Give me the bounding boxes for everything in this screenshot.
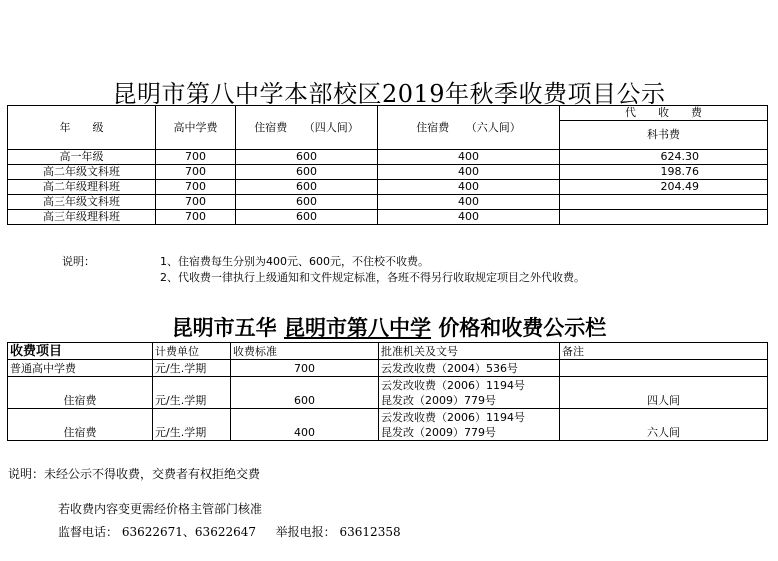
- cell-dorm6: 400: [378, 165, 560, 180]
- report-label: 举报电报：: [275, 525, 336, 539]
- table-row: [8, 409, 768, 441]
- cell-unit: 元/生.学期: [153, 377, 231, 409]
- cell-dorm4: 600: [236, 195, 378, 210]
- cell-item: 住宿费: [8, 409, 153, 441]
- cell-tuition: 700: [156, 150, 236, 165]
- footer-contacts: [58, 523, 401, 540]
- fee-table: [7, 105, 768, 225]
- cell-dorm6: 400: [378, 180, 560, 195]
- header-books: 科书费: [560, 121, 768, 150]
- note-line-2: 2、代收费一律执行上级通知和文件规定标准，各班不得另行收取规定项目之外代收费。: [160, 271, 585, 284]
- cell-grade: 高二年级理科班: [8, 180, 156, 195]
- table-row: [8, 150, 768, 165]
- cell-remark: [560, 360, 768, 377]
- approval-line-2: 昆发改（2009）779号: [381, 393, 496, 407]
- header-tuition: 高中学费: [156, 106, 236, 150]
- cell-books: 204.49: [560, 180, 768, 195]
- cell-tuition: 700: [156, 165, 236, 180]
- cell-item: 住宿费: [8, 377, 153, 409]
- cell-books: [560, 210, 768, 225]
- cell-approval: 云发改收费（2004）536号: [379, 360, 560, 377]
- title-part-2: 昆明市第八中学: [284, 315, 431, 340]
- table-row: [8, 210, 768, 225]
- cell-dorm6: 400: [378, 210, 560, 225]
- cell-remark: 四人间: [560, 377, 768, 409]
- cell-approval: [379, 409, 560, 441]
- cell-grade: 高三年级文科班: [8, 195, 156, 210]
- cell-tuition: 700: [156, 210, 236, 225]
- header-dorm6: 住宿费 （六人间）: [378, 106, 560, 150]
- report-phone: 63612358: [339, 525, 401, 539]
- approval-line-1: 云发改收费（2006）1194号: [381, 378, 525, 392]
- section-title: [0, 312, 778, 342]
- cell-books: [560, 195, 768, 210]
- cell-dorm4: 600: [236, 150, 378, 165]
- header-unit: 计费单位: [153, 343, 231, 360]
- cell-item: 普通高中学费: [8, 360, 153, 377]
- cell-standard: 400: [231, 409, 379, 441]
- cell-approval: [379, 377, 560, 409]
- cell-tuition: 700: [156, 195, 236, 210]
- note-line-1: 1、住宿费每生分别为400元、600元，不住校不收费。: [160, 255, 429, 268]
- table-row: [8, 377, 768, 409]
- cell-dorm4: 600: [236, 165, 378, 180]
- table-row: [8, 360, 768, 377]
- footer-change-note: 若收费内容变更需经价格主管部门核准: [58, 502, 263, 516]
- header-dorm4: 住宿费 （四人间）: [236, 106, 378, 150]
- cell-grade: 高一年级: [8, 150, 156, 165]
- table-row: [8, 180, 768, 195]
- cell-remark: 六人间: [560, 409, 768, 441]
- header-item: 收费项目: [8, 343, 153, 360]
- cell-books: 198.76: [560, 165, 768, 180]
- header-standard: 收费标准: [231, 343, 379, 360]
- approval-line-1: 云发改收费（2006）1194号: [381, 410, 525, 424]
- cell-unit: 元/生.学期: [153, 409, 231, 441]
- table-row: [8, 165, 768, 180]
- header-remark: 备注: [560, 343, 768, 360]
- title-part-3: 价格和收费公示栏: [438, 315, 607, 340]
- cell-grade: 高二年级文科班: [8, 165, 156, 180]
- cell-dorm6: 400: [378, 195, 560, 210]
- cell-books: 624.30: [560, 150, 768, 165]
- page-title: 昆明市第八中学本部校区2019年秋季收费项目公示: [112, 80, 666, 108]
- table-row: [8, 195, 768, 210]
- notes-label: 说明：: [62, 255, 95, 268]
- cell-unit: 元/生.学期: [153, 360, 231, 377]
- title-part-1: 昆明市五华: [171, 315, 277, 340]
- cell-dorm4: 600: [236, 210, 378, 225]
- header-grade: 年 级: [8, 106, 156, 150]
- header-approval: 批准机关及文号: [379, 343, 560, 360]
- cell-dorm6: 400: [378, 150, 560, 165]
- supervision-label: 监督电话：: [58, 525, 119, 539]
- approval-line-2: 昆发改（2009）779号: [381, 425, 496, 439]
- footer-note: 说明：未经公示不得收费，交费者有权拒绝交费: [8, 467, 261, 481]
- cell-grade: 高三年级理科班: [8, 210, 156, 225]
- cell-tuition: 700: [156, 180, 236, 195]
- cell-standard: 700: [231, 360, 379, 377]
- header-daishou: 代 收 费: [560, 106, 768, 121]
- cell-standard: 600: [231, 377, 379, 409]
- price-table: [7, 342, 768, 441]
- supervision-phones: 63622671、63622647: [121, 525, 257, 539]
- cell-dorm4: 600: [236, 180, 378, 195]
